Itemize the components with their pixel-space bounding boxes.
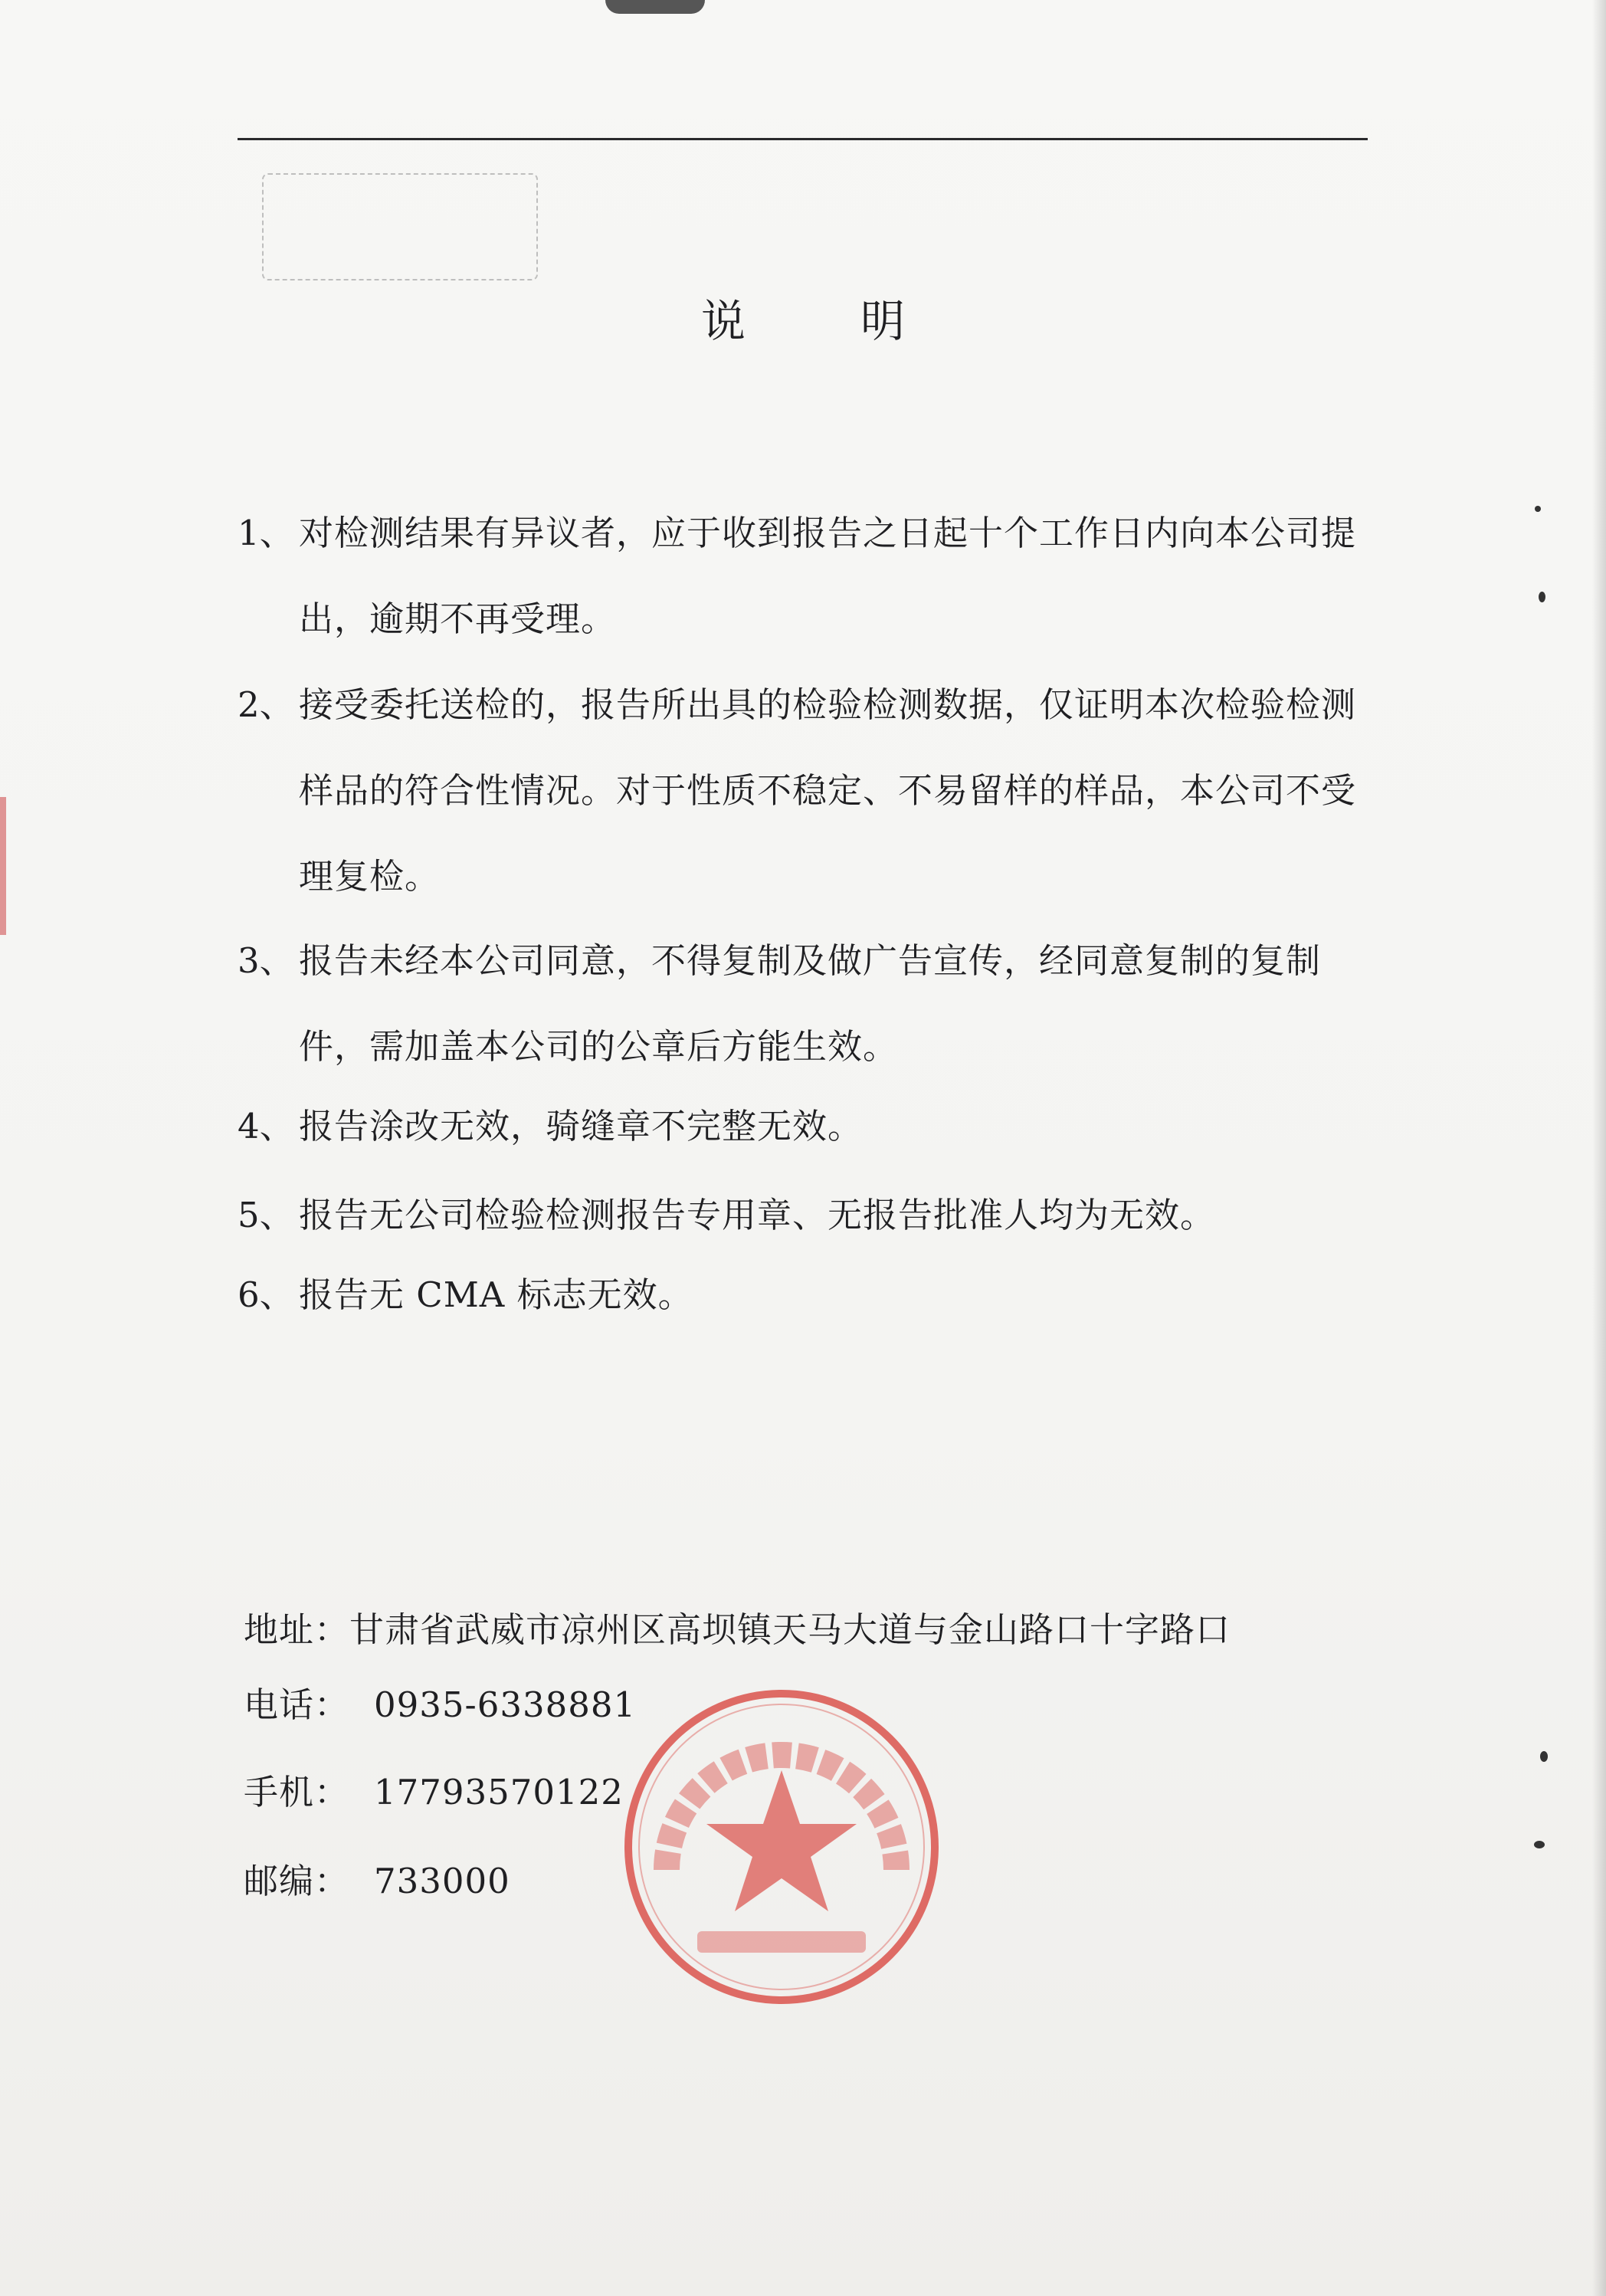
page-title: 说 明 (700, 295, 940, 347)
postcode-line (244, 1853, 510, 1903)
address-line (244, 1602, 1231, 1651)
seal-shape (628, 1694, 935, 2000)
item-number: 2、 (238, 684, 294, 725)
official-seal (613, 1678, 950, 2016)
mobile-label: 手机： (244, 1772, 350, 1812)
postcode-label: 邮编： (244, 1861, 350, 1901)
scan-speck (1534, 1841, 1545, 1848)
item-text: 接受委托送检的，报告所出具的检验检测数据，仅证明本次检验检测样品的符合性情况。对于性质不稳定、不易留样的样品，本公司不受理复检。 (299, 684, 1357, 897)
scan-speck (1540, 1751, 1548, 1762)
postcode-value: 733000 (374, 1861, 510, 1901)
item-number: 6、 (238, 1274, 294, 1315)
scan-stain (605, 0, 705, 14)
mobile-value: 17793570122 (374, 1772, 624, 1812)
item-text: 报告涂改无效，骑缝章不完整无效。 (299, 1106, 864, 1146)
scan-edge-mark (0, 797, 6, 935)
phone-line (244, 1677, 636, 1727)
item-text: 报告无公司检验检测报告专用章、无报告批准人均为无效。 (299, 1195, 1216, 1235)
address-label: 地址： (244, 1609, 350, 1650)
address-value: 甘肃省武威市凉州区高坝镇天马大道与金山路口十字路口 (349, 1609, 1231, 1650)
scan-speck (1535, 506, 1541, 512)
header-rule (238, 138, 1368, 140)
item-text: 对检测结果有异议者，应于收到报告之日起十个工作日内向本公司提出，逾期不再受理。 (299, 513, 1357, 639)
star-icon (706, 1770, 857, 1911)
faded-stamp-box (262, 173, 538, 280)
item-number: 1、 (238, 513, 294, 553)
phone-value: 0935-6338881 (374, 1684, 637, 1725)
item-text: 报告未经本公司同意，不得复制及做广告宣传，经同意复制的复制件，需加盖本公司的公章后方能生效。 (299, 940, 1322, 1067)
item-number: 3、 (238, 940, 294, 981)
scan-speck (1539, 592, 1545, 602)
item-text: 报告无 CMA 标志无效。 (299, 1274, 693, 1315)
item-number: 5、 (238, 1195, 294, 1235)
mobile-line (244, 1764, 624, 1814)
item-number: 4、 (238, 1106, 294, 1146)
phone-label: 电话： (244, 1684, 350, 1725)
